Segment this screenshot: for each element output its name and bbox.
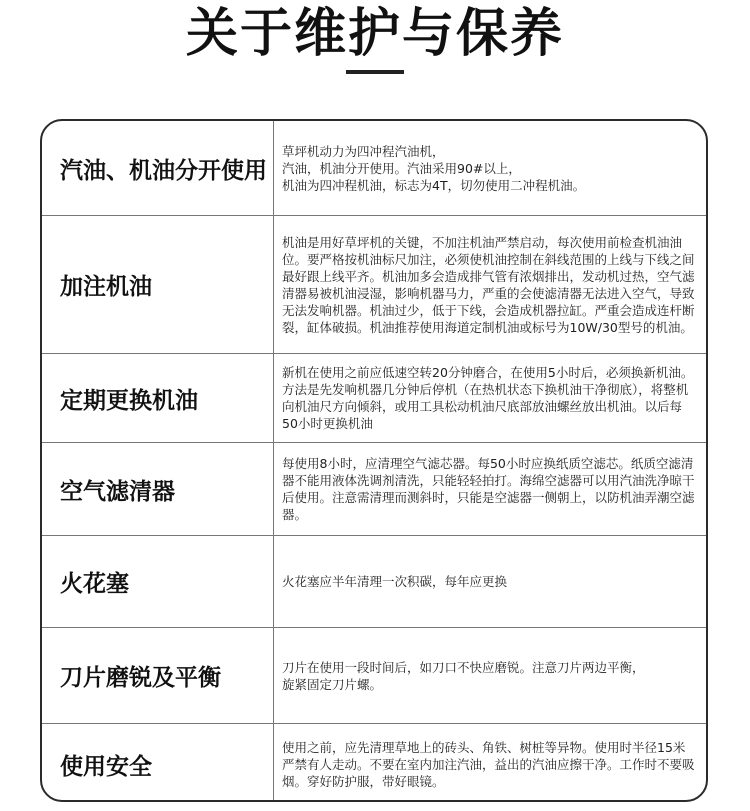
table-row — [42, 121, 706, 216]
table-row — [42, 216, 706, 354]
table-row — [42, 536, 706, 628]
row-description-text: 每使用8小时，应清理空气滤芯器。每50小时应换纸质空滤芯。纸质空滤清器不能用液体洗调剂清洗，只能轻轻拍打。海绵空滤器可以用汽油洗净晾干后使用。注意需清理而测斜时，只能是空滤器一侧朝上，以防机油弄潮空滤器。 — [282, 456, 695, 522]
row-description — [274, 443, 706, 535]
row-description — [274, 628, 706, 723]
row-description — [274, 354, 706, 442]
row-description — [274, 536, 706, 627]
row-description-text: 刀片在使用一段时间后，如刀口不快应磨锐。注意刀片两边平衡， 旋紧固定刀片螺。 — [282, 659, 645, 692]
row-description — [274, 121, 706, 215]
title-underline — [346, 70, 404, 74]
row-description-text: 草坪机动力为四冲程汽油机， 汽油，机油分开使用。汽油采用90#以上， 机油为四冲程机油，标志为4T，切勿使用二冲程机油。 — [282, 143, 586, 193]
row-description-text: 机油是用好草坪机的关键，不加注机油严禁启动，每次使用前检查机油油位。要严格按机油标尺加注，必须使机油控制在斜线范围的上线与下线之间最好跟上线平齐。机油加多会造成排气管有浓烟排出，发动机过热，空气滤清器易被机油浸湿，影响机器马力，严重的会使滤清器无法进入空气，导致无法发响机器。机油过少，低于下线，会造成机器拉缸。严重会造成连杆断裂，缸体破损。机油推荐使用海道定制机油或标号为10W/30型号的机油。 — [282, 234, 695, 335]
row-label: 定期更换机油 — [42, 354, 274, 442]
row-description-text: 新机在使用之前应低速空转20分钟磨合，在使用5小时后，必须换新机油。方法是先发响机器几分钟后停机（在热机状态下换机油干净彻底），将整机向机油尺方向倾斜，或用工具松动机油尺底部放油螺丝放出机油。以后每50小时更换机油 — [282, 365, 694, 431]
row-label: 空气滤清器 — [42, 443, 274, 535]
row-description-text: 使用之前，应先清理草地上的砖头、角铁、树桩等异物。使用时半径15米严禁有人走动。不要在室内加注汽油，益出的汽油应擦干净。工作时不要吸烟。穿好防护服，带好眼镜。 — [282, 739, 695, 789]
row-description — [274, 216, 706, 353]
row-label: 使用安全 — [42, 724, 274, 802]
row-label: 加注机油 — [42, 216, 274, 353]
row-description — [274, 724, 706, 802]
row-label: 火花塞 — [42, 536, 274, 627]
row-label: 汽油、机油分开使用 — [42, 121, 274, 215]
table-row — [42, 724, 706, 802]
table-row — [42, 354, 706, 443]
row-description-text: 火花塞应半年清理一次积碳，每年应更换 — [282, 574, 508, 589]
page-title: 关于维护与保养 — [185, 4, 564, 64]
row-label: 刀片磨锐及平衡 — [42, 628, 274, 723]
maintenance-table — [40, 119, 708, 802]
table-row — [42, 443, 706, 536]
table-row — [42, 628, 706, 724]
